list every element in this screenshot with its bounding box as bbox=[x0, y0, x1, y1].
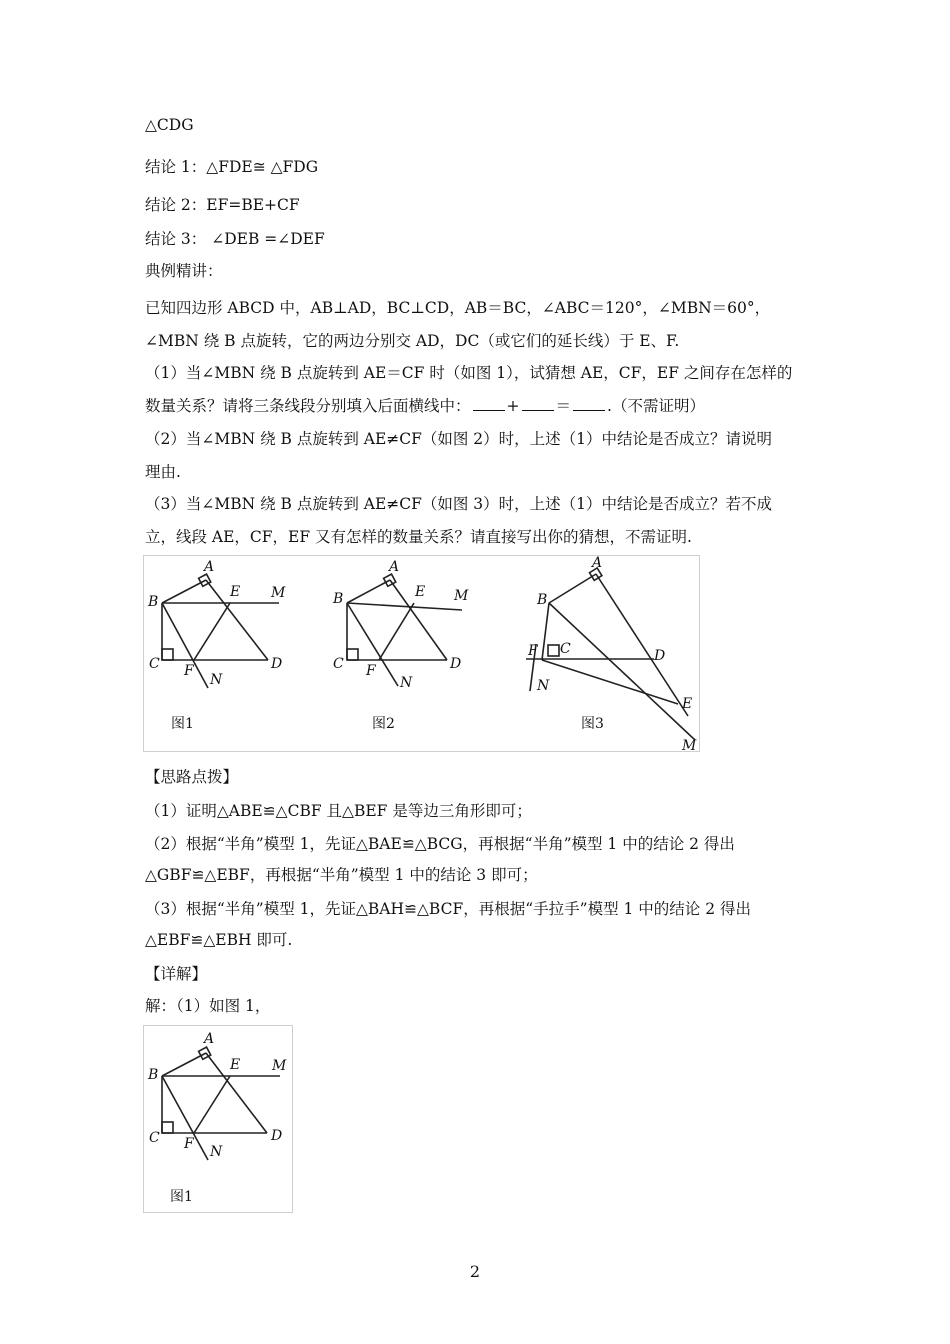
conclusion-3: 结论 3： ∠DEB =∠DEF bbox=[145, 230, 325, 248]
sol-fig-label-d: D bbox=[271, 1128, 283, 1144]
text-line: △CDG bbox=[145, 116, 194, 134]
answer-blank bbox=[473, 396, 505, 411]
hint-3-line-1: （3）根据“半角”模型 1，先证△BAH≌△BCF，再根据“手拉手”模型 1 中的结论 2 得出 bbox=[145, 900, 752, 918]
sol-fig-label-n: N bbox=[210, 1144, 223, 1160]
hint-1: （1）证明△ABE≌△CBF 且△BEF 是等边三角形即可； bbox=[145, 802, 532, 820]
figure-panel bbox=[143, 555, 700, 752]
fig2-label-b: B bbox=[333, 591, 344, 607]
fig1-label-e: E bbox=[230, 584, 241, 600]
hint-2-line-2: △GBF≌△EBF，再根据“半角”模型 1 中的结论 3 即可； bbox=[145, 866, 538, 884]
page-number: 2 bbox=[469, 1262, 481, 1281]
fig1-label-a: A bbox=[204, 559, 215, 575]
question-3-line-1: （3）当∠MBN 绕 B 点旋转到 AE≠CF（如图 3）时，上述（1）中结论是否成立？若不成 bbox=[145, 495, 773, 513]
sol-fig-label-c: C bbox=[149, 1130, 160, 1146]
fig2-caption: 图2 bbox=[372, 716, 395, 732]
question-2-line-1: （2）当∠MBN 绕 B 点旋转到 AE≠CF（如图 2）时，上述（1）中结论是否成立？请说明 bbox=[145, 430, 773, 448]
figure-2 bbox=[332, 559, 469, 732]
figure-3 bbox=[526, 556, 697, 751]
fig2-label-m: M bbox=[454, 588, 469, 604]
conclusion-1: 结论 1：△FDE≅ △FDG bbox=[145, 158, 319, 176]
question-3-line-2: 立，线段 AE，CF，EF 又有怎样的数量关系？请直接写出你的猜想，不需证明. bbox=[145, 528, 692, 546]
figure-1 bbox=[147, 559, 286, 732]
sol-fig-label-f: F bbox=[184, 1136, 194, 1152]
sol-fig-label-m: M bbox=[272, 1058, 287, 1074]
question-1-tail: .（不需证明） bbox=[607, 397, 705, 415]
equals-sign: ＝ bbox=[555, 397, 572, 415]
fig3-label-e: E bbox=[682, 696, 693, 712]
fig3-label-c: C bbox=[560, 641, 571, 657]
detail-title: 【详解】 bbox=[145, 965, 208, 983]
fig1-label-m: M bbox=[271, 585, 286, 601]
fig1-label-d: D bbox=[271, 656, 283, 672]
fig2-label-e: E bbox=[415, 584, 426, 600]
sol-fig-caption: 图1 bbox=[170, 1189, 193, 1205]
fig1-label-c: C bbox=[149, 656, 160, 672]
hint-title: 【思路点拨】 bbox=[145, 768, 239, 786]
sol-fig-label-a: A bbox=[204, 1031, 215, 1047]
answer-blank bbox=[573, 396, 605, 411]
question-1-text: 数量关系？请将三条线段分别填入后面横线中： bbox=[145, 397, 471, 415]
sol-fig-label-e: E bbox=[230, 1057, 241, 1073]
problem-line-2: ∠MBN 绕 B 点旋转，它的两边分别交 AD，DC（或它们的延长线）于 E、F. bbox=[145, 332, 680, 350]
answer-blank bbox=[522, 396, 554, 411]
fig3-label-f: F bbox=[528, 643, 538, 659]
fig3-label-a: A bbox=[592, 556, 603, 571]
fig1-label-f: F bbox=[184, 663, 194, 679]
plus-sign: + bbox=[506, 397, 520, 415]
fig1-caption: 图1 bbox=[171, 716, 194, 732]
hint-3-line-2: △EBF≌△EBH 即可. bbox=[145, 931, 293, 949]
fig2-label-n: N bbox=[400, 675, 413, 691]
geometry-figures bbox=[144, 556, 699, 751]
question-1-line-1: （1）当∠MBN 绕 B 点旋转到 AE＝CF 时（如图 1），试猜想 AE，CF，EF 之间存在怎样的 bbox=[145, 364, 793, 382]
fig3-caption: 图3 bbox=[581, 716, 604, 732]
fig3-label-m: M bbox=[682, 738, 697, 751]
fig3-label-b: B bbox=[537, 592, 548, 608]
sol-fig-label-b: B bbox=[148, 1067, 159, 1083]
fig3-label-d: D bbox=[654, 648, 666, 664]
hint-2-line-1: （2）根据“半角”模型 1，先证△BAE≌△BCG，再根据“半角”模型 1 中的结论 2 得出 bbox=[145, 835, 735, 853]
solution-line-1: 解：（1）如图 1， bbox=[145, 997, 271, 1015]
fig1-label-b: B bbox=[148, 594, 159, 610]
fig2-label-d: D bbox=[450, 656, 462, 672]
fig1-label-n: N bbox=[210, 672, 223, 688]
question-2-line-2: 理由. bbox=[145, 463, 181, 481]
section-title: 典例精讲： bbox=[145, 262, 223, 280]
solution-figure-panel bbox=[143, 1025, 293, 1213]
question-1-line-2 bbox=[145, 395, 705, 417]
fig2-label-c: C bbox=[333, 656, 344, 672]
fig2-label-a: A bbox=[389, 559, 400, 575]
solution-figure bbox=[144, 1026, 292, 1212]
conclusion-2: 结论 2：EF=BE+CF bbox=[145, 196, 300, 214]
problem-line-1: 已知四边形 ABCD 中，AB⊥AD，BC⊥CD，AB＝BC，∠ABC＝120°，∠MBN＝60°， bbox=[145, 299, 771, 317]
fig3-label-n: N bbox=[537, 678, 550, 694]
fig2-label-f: F bbox=[366, 663, 376, 679]
